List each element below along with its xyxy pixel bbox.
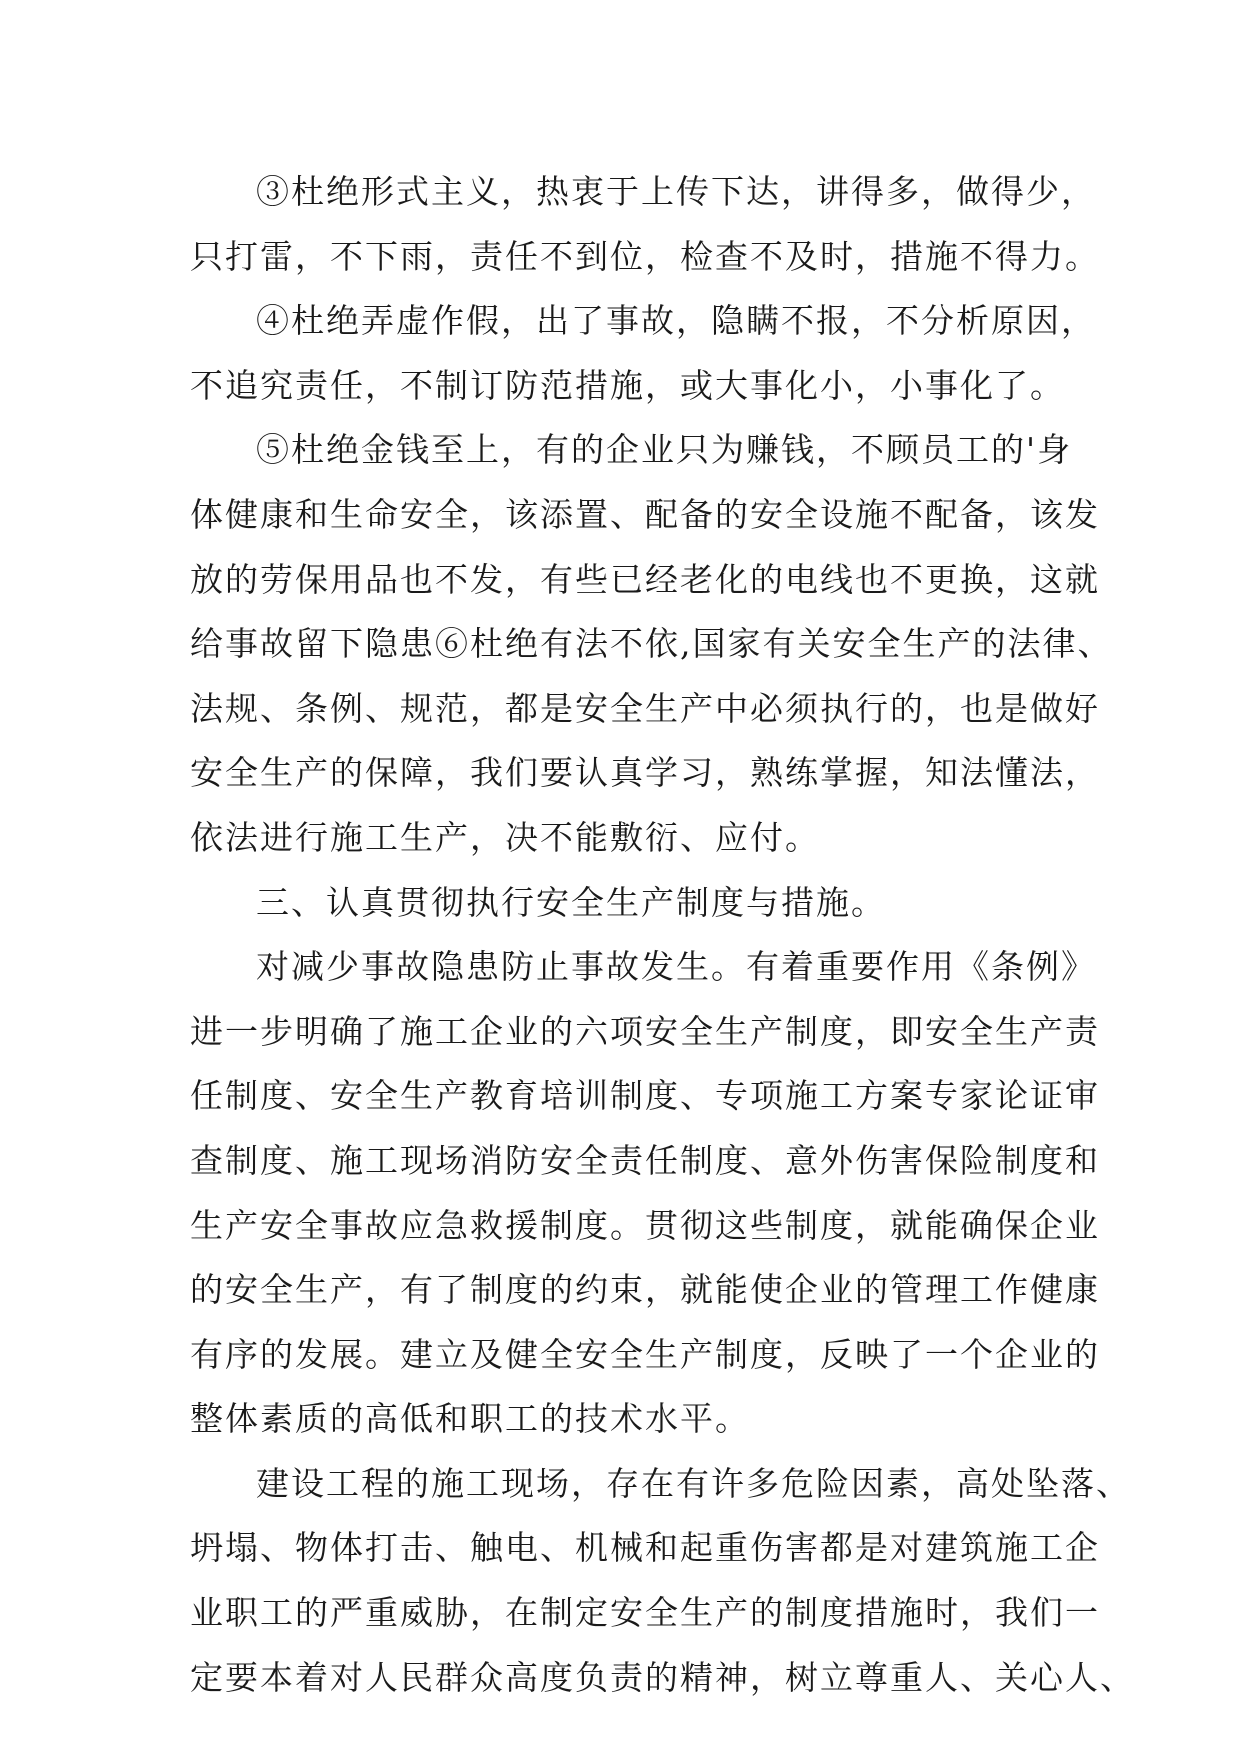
text-line: 放的劳保用品也不发，有些已经老化的电线也不更换，这就 [190,559,1100,599]
text-line: 建设工程的施工现场，存在有许多危险因素，高处坠落、 [256,1463,1131,1503]
text-line: 法规、条例、规范，都是安全生产中必须执行的，也是做好 [190,688,1100,728]
section-heading: 三、认真贯彻执行安全生产制度与措施。 [256,882,886,922]
text-line: 生产安全事故应急救援制度。贯彻这些制度，就能确保企业 [190,1205,1100,1245]
text-line: 有序的发展。建立及健全安全生产制度，反映了一个企业的 [190,1334,1100,1374]
text-line: 体健康和生命安全，该添置、配备的安全设施不配备，该发 [190,494,1100,534]
text-line: 查制度、施工现场消防安全责任制度、意外伤害保险制度和 [190,1140,1100,1180]
text-line: 不追究责任，不制订防范措施，或大事化小，小事化了。 [190,365,1065,405]
text-line: 整体素质的高低和职工的技术水平。 [190,1399,750,1439]
text-line: 的安全生产，有了制度的约束，就能使企业的管理工作健康 [190,1270,1100,1310]
body-text [190,160,1135,1710]
text-line: 定要本着对人民群众高度负责的精神，树立尊重人、关心人、 [190,1657,1135,1697]
text-line: 只打雷，不下雨，责任不到位，检查不及时，措施不得力。 [190,236,1100,276]
text-line: 业职工的严重威胁，在制定安全生产的制度措施时，我们一 [190,1593,1100,1633]
text-line: 依法进行施工生产，决不能敷衍、应付。 [190,817,820,857]
text-line: 安全生产的保障，我们要认真学习，熟练掌握，知法懂法， [190,753,1100,793]
text-line: 坍塌、物体打击、触电、机械和起重伤害都是对建筑施工企 [190,1528,1100,1568]
text-line: 给事故留下隐患⑥杜绝有法不依,国家有关安全生产的法律、 [190,624,1113,664]
text-line: ⑤杜绝金钱至上，有的企业只为赚钱，不顾员工的'身 [256,430,1073,470]
text-line: ③杜绝形式主义，热衷于上传下达，讲得多，做得少， [256,172,1096,211]
text-line: ④杜绝弄虚作假，出了事故，隐瞒不报，不分析原因， [256,301,1096,341]
text-line: 对减少事故隐患防止事故发生。有着重要作用《条例》 [256,947,1096,987]
text-line: 任制度、安全生产教育培训制度、专项施工方案专家论证审 [190,1076,1100,1116]
text-line: 进一步明确了施工企业的六项安全生产制度，即安全生产责 [190,1011,1100,1051]
